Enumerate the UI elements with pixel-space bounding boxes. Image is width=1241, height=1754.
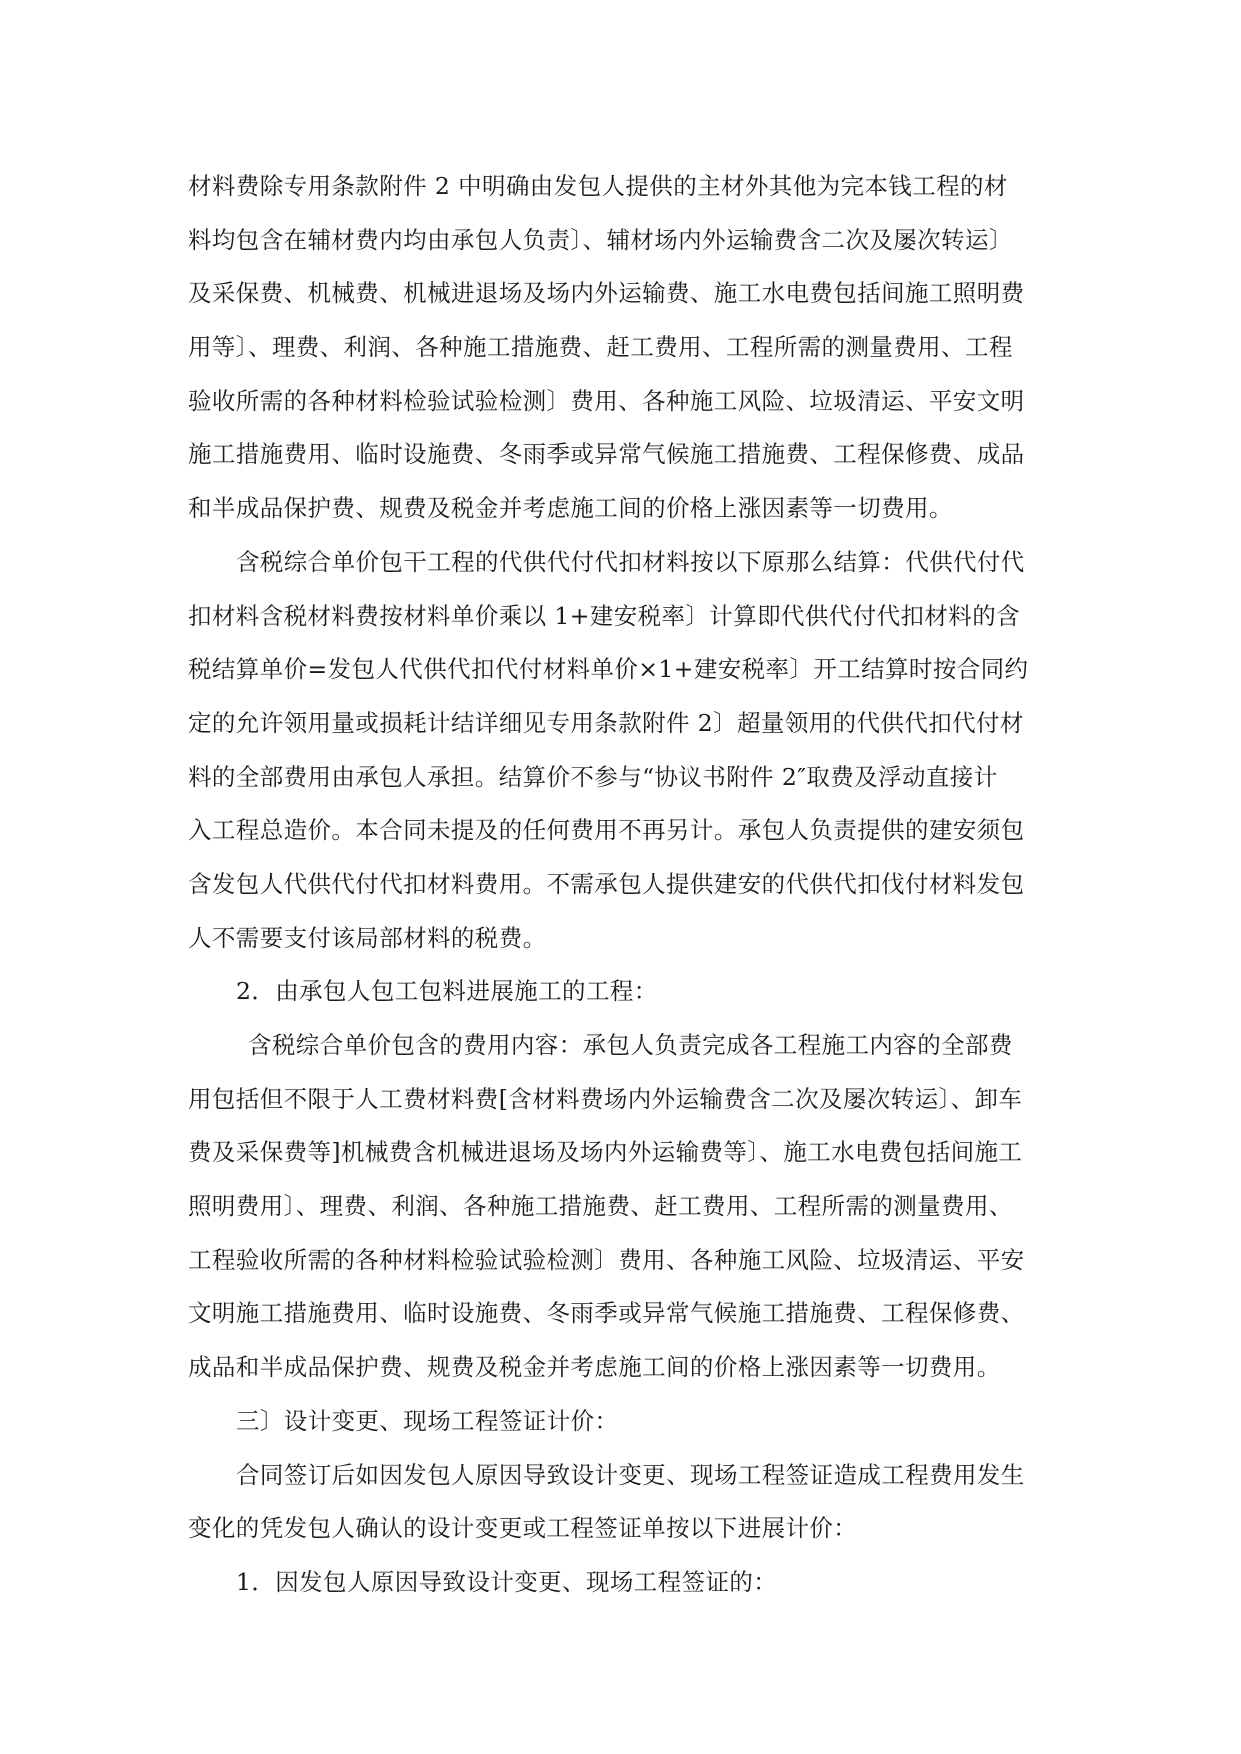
text-line: 验收所需的各种材料检验试验检测〕费用、各种施工风险、垃圾清运、平安文明 — [188, 386, 1025, 415]
text-line: 文明施工措施费用、临时设施费、冬雨季或异常气候施工措施费、工程保修费、 — [188, 1299, 1025, 1328]
text-line: 变化的凭发包人确认的设计变更或工程签证单按以下进展计价： — [188, 1514, 858, 1543]
section-heading: 三〕设计变更、现场工程签证计价： — [236, 1406, 619, 1435]
text-line: 费及采保费等]机械费含机械进退场及场内外运输费等〕、施工水电费包括间施工 — [188, 1138, 1023, 1167]
text-line: 工程验收所需的各种材料检验试验检测〕费用、各种施工风险、垃圾清运、平安 — [188, 1245, 1025, 1274]
body-text — [188, 160, 1068, 1610]
text-line: 及采保费、机械费、机械进退场及场内外运输费、施工水电费包括间施工照明费 — [188, 279, 1025, 308]
text-line: 照明费用〕、理费、利润、各种施工措施费、赶工费用、工程所需的测量费用、 — [188, 1192, 1013, 1221]
text-line: 和半成品保护费、规费及税金并考虑施工间的价格上涨因素等一切费用。 — [188, 494, 953, 523]
paragraph-start-line: 含税综合单价包干工程的代供代付代扣材料按以下原那么结算：代供代付代 — [236, 547, 1025, 576]
paragraph-start-line: 含税综合单价包含的费用内容：承包人负责完成各工程施工内容的全部费 — [248, 1031, 1013, 1059]
text-line: 含发包人代供代付代扣材料费用。不需承包人提供建安的代供代扣伐付材料发包 — [188, 869, 1025, 898]
text-line: 税结算单价=发包人代供代扣代付材料单价×1+建安税率〕开工结算时按合同约 — [188, 655, 1029, 684]
text-line: 施工措施费用、临时设施费、冬雨季或异常气候施工措施费、工程保修费、成品 — [188, 440, 1025, 469]
text-line: 材料费除专用条款附件 2 中明确由发包人提供的主材外其他为完本钱工程的材 — [188, 172, 1008, 200]
section-heading: 2．由承包人包工包料进展施工的工程： — [236, 977, 658, 1006]
text-line: 用等〕、理费、利润、各种施工措施费、赶工费用、工程所需的测量费用、工程 — [188, 333, 1013, 362]
text-line: 用包括但不限于人工费材料费[含材料费场内外运输费含二次及屡次转运〕、卸车 — [188, 1084, 1023, 1113]
paragraph-start-line: 合同签订后如因发包人原因导致设计变更、现场工程签证造成工程费用发生 — [236, 1460, 1025, 1489]
text-line: 定的允许领用量或损耗计结详细见专用条款附件 2〕超量领用的代供代扣代付材 — [188, 708, 1024, 737]
section-heading: 1．因发包人原因导致设计变更、现场工程签证的： — [236, 1567, 778, 1596]
text-line: 入工程总造价。本合同未提及的任何费用不再另计。承包人负责提供的建安须包 — [188, 816, 1025, 845]
text-line: 料均包含在辅材费内均由承包人负责〕、辅材场内外运输费含二次及屡次转运〕 — [188, 225, 1013, 254]
text-line: 成品和半成品保护费、规费及税金并考虑施工间的价格上涨因素等一切费用。 — [188, 1353, 1001, 1382]
text-line: 人不需要支付该局部材料的税费。 — [188, 923, 547, 952]
text-line: 扣材料含税材料费按材料单价乘以 1+建安税率〕计算即代供代付代扣材料的含 — [188, 601, 1021, 630]
text-line: 料的全部费用由承包人承担。结算价不参与“协议书附件 2″取费及浮动直接计 — [188, 762, 998, 791]
